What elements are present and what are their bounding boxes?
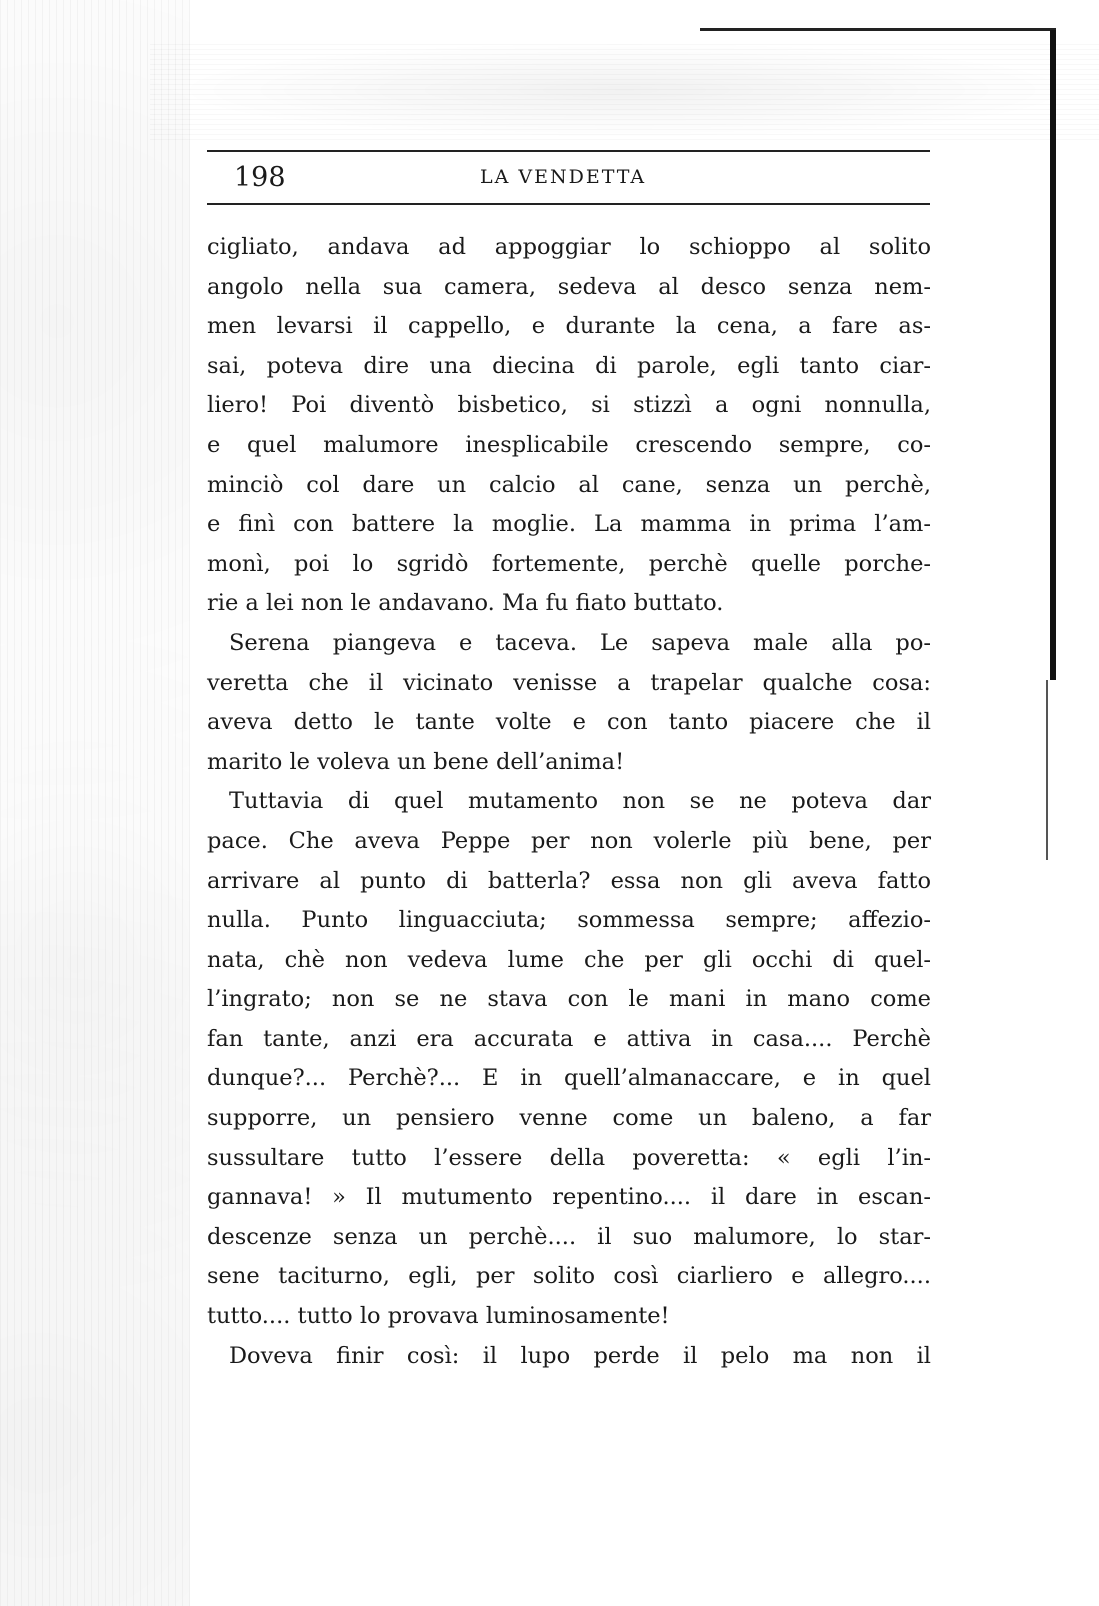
text-line: nulla. Punto linguacciuta; sommessa sempre; affezio- bbox=[207, 907, 931, 934]
text-line: minciò col dare un calcio al cane, senza un perchè, bbox=[207, 471, 931, 498]
text-line: gannava! » Il mutumento repentino.... il dare in escan- bbox=[207, 1184, 931, 1211]
text-line: aveva detto le tante volte e con tanto piacere che il bbox=[207, 709, 931, 736]
text-line: dunque?... Perchè?... E in quell’almanaccare, e in quel bbox=[207, 1065, 931, 1092]
text-line: sussultare tutto l’essere della poveretta: « egli l’in- bbox=[207, 1144, 931, 1171]
running-head: LA VENDETTA bbox=[480, 166, 647, 188]
text-line: monì, poi lo sgridò fortemente, perchè quelle porche- bbox=[207, 550, 931, 577]
text-line: sai, poteva dire una diecina di parole, egli tanto ciar- bbox=[207, 352, 931, 379]
text-line: arrivare al punto di batterla? essa non gli aveva fatto bbox=[207, 867, 931, 894]
text-line: rie a lei non le andavano. Ma fu fiato buttato. bbox=[207, 590, 724, 617]
text-line: angolo nella sua camera, sedeva al desco senza nem- bbox=[207, 273, 931, 300]
text-line: Doveva finir così: il lupo perde il pelo ma non il bbox=[229, 1342, 931, 1369]
text-line: sene taciturno, egli, per solito così ciarliero e allegro.... bbox=[207, 1263, 931, 1290]
header-rule-top bbox=[207, 150, 930, 152]
text-line: pace. Che aveva Peppe per non volerle più bene, per bbox=[207, 827, 931, 854]
text-line: Tuttavia di quel mutamento non se ne poteva dar bbox=[229, 788, 931, 815]
text-line: liero! Poi diventò bisbetico, si stizzì a ogni nonnulla, bbox=[207, 392, 931, 419]
header-rule-bottom bbox=[207, 203, 930, 205]
page-edge-right-line bbox=[1050, 30, 1056, 680]
page-edge-top-line bbox=[700, 28, 1056, 31]
text-line: descenze senza un perchè.... il suo malumore, lo star- bbox=[207, 1223, 931, 1250]
text-line: supporre, un pensiero venne come un baleno, a far bbox=[207, 1105, 931, 1132]
page-edge-right-thin-line bbox=[1046, 680, 1048, 860]
text-line: tutto.... tutto lo provava luminosamente! bbox=[207, 1303, 670, 1330]
text-line: men levarsi il cappello, e durante la cena, a fare as- bbox=[207, 313, 931, 340]
text-line: l’ingrato; non se ne stava con le mani in mano come bbox=[207, 986, 931, 1013]
text-line: e quel malumore inesplicabile crescendo sempre, co- bbox=[207, 431, 931, 458]
text-line: nata, chè non vedeva lume che per gli occhi di quel- bbox=[207, 946, 931, 973]
top-edge-noise bbox=[150, 40, 1099, 140]
text-line: Serena piangeva e taceva. Le sapeva male alla po- bbox=[229, 629, 931, 656]
binding-edge-noise bbox=[0, 0, 190, 1606]
text-line: marito le voleva un bene dell’anima! bbox=[207, 748, 625, 775]
text-line: cigliato, andava ad appoggiar lo schioppo al solito bbox=[207, 234, 931, 260]
text-line: veretta che il vicinato venisse a trapelar qualche cosa: bbox=[207, 669, 931, 696]
body-text bbox=[207, 228, 931, 1376]
page-number: 198 bbox=[234, 162, 286, 193]
text-line: fan tante, anzi era accurata e attiva in casa.... Perchè bbox=[207, 1025, 931, 1052]
text-line: e finì con battere la moglie. La mamma in prima l’am- bbox=[207, 511, 931, 538]
